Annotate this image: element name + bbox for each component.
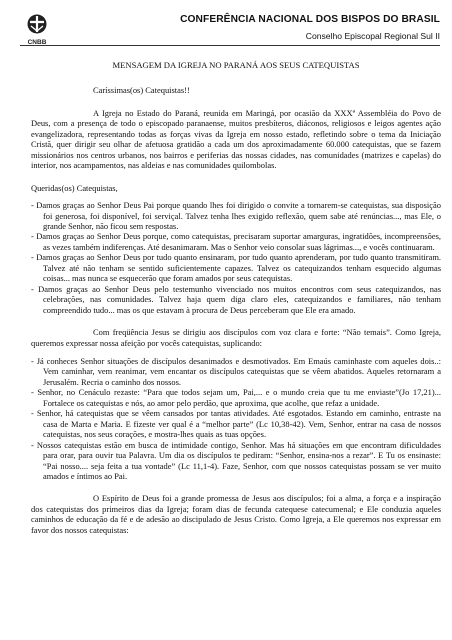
thanks-item: - Damos graças ao Senhor Deus Pai porque quando lhes foi dirigido o convite a tornarem-se catequistas, sua disposição foi generosa, foi disponível, foi serviçal. Talvez tenha lhes exigido reflexão, quem sabe até renúncias..., mas Ele, o grande Senhor, não ficou sem respostas. xyxy=(31,200,441,231)
supplication-item: - Nossos catequistas estão em busca de intimidade contigo, Senhor. Mas há situações em que encontram dificuldades para orar, para ouvir tua Palavra. Um dia os discípulos te pediram: “Senhor, ensina-nos a rezar”. E Tu os ensinaste: “Pai nosso.... seja feita a tua vontade” (Lc 11,1-4). Faze, Senhor, com que nossos catequistas possam se ver muito amados e íntimos ao Pai. xyxy=(31,439,441,481)
thanks-item: - Damos graças ao Senhor Deus porque, como catequistas, precisaram suportar amarguras, ingratidões, incompreensões, as vezes também indiferenças. Até desanimaram. Mas o Senhor veio consolar suas lágrimas..., e vocês continuaram. xyxy=(31,231,441,252)
header-title: CONFERÊNCIA NACIONAL DOS BISPOS DO BRASIL xyxy=(180,14,440,25)
supplications-list xyxy=(31,356,441,481)
cnbb-logo xyxy=(22,13,52,47)
header-divider xyxy=(20,45,440,46)
supplication-item: - Senhor, no Cenáculo rezaste: “Para que todos sejam um, Pai,... e o mundo creia que tu me enviaste”(Jo 17,21)... Fortalece os catequistas e nós, ao amor pelo perdão, que aproxima, que acolhe, que refaz a unidade. xyxy=(31,387,441,408)
transition-paragraph: Com freqüência Jesus se dirigiu aos discípulos com voz clara e forte: “Não temais”. Como Igreja, queremos expressar nossa afeição por vocês catequistas, suplicando: xyxy=(31,327,441,348)
address-line: Queridas(os) Catequistas, xyxy=(31,182,118,193)
thanks-item: - Damos graças ao Senhor Deus pelo testemunho vivenciado nos muitos encontros com seus catequizandos, nas celebrações, nas comunidades. Talvez haja quem diga claro eles, catequizandos e familiares, não tenham compreendido tudo... mas os que estavam à procura de Deus perceberam que Ele era amado. xyxy=(31,283,441,315)
salutation: Caríssimas(os) Catequistas!! xyxy=(93,85,190,96)
supplication-item: - Senhor, há catequistas que se vêem cansados por tantas atividades. Até esgotados. Estando em caminho, entraste na casa de Marta e Maria. E fizeste ver qual é a “melhor parte” (Lc 10,38-42). Vem, Senhor, entrar na casa de nossos catequistas, nos seus corações, e mostra-lhes quais as tuas opções. xyxy=(31,408,441,440)
thanks-item: - Damos graças ao Senhor Deus por tudo quanto ensinaram, por tudo quanto aprenderam, por tudo quanto transmitiram. Talvez até não tenham se sentido suficientemente capazes. Talvez os catequizandos tenham esquecido algumas coisas... mas nunca se esquecerão que foram amados por seus catequistas. xyxy=(31,252,441,284)
thanks-list xyxy=(31,200,441,315)
closing-paragraph: O Espírito de Deus foi a grande promessa de Jesus aos discípulos; foi a alma, a força e a inspiração dos catequistas dos primeiros dias da Igreja; foram dias de fecunda catequese catecumenal; e Ele conduzia aqueles caminhos de educação da fé e de adesão ao discipulado de Jesus Cristo. Como Igreja, a Ele queremos nos expressar em favor dos nossos catequistas: xyxy=(31,493,441,535)
supplication-item: - Já conheces Senhor situações de discípulos desanimados e desmotivados. Em Emaús caminhaste com aqueles dois..: Vem caminhar, vem reanimar, vem encantar os discípulos catequistas que se vêem abatidos. Aqueles retornaram a Jerusalém. Recria o caminho dos nossos. xyxy=(31,355,441,387)
header-subtitle: Conselho Episcopal Regional Sul II xyxy=(305,31,440,41)
intro-paragraph: A Igreja no Estado do Paraná, reunida em Maringá, por ocasião da XXXª Assembléia do Povo de Deus, com a presença de todo o episcopado paranaense, muitos presbíteros, diáconos, religiosos e leigos agentes ação evangelizadora, representando todas as forças vivas da Igreja em nosso estado, refletindo sobre o tema da Iniciação Cristã, quer dirigir seu olhar de afetuosa gratidão a cada um dos aproximadamente 60.000 catequistas, que se fazem missionários nos centros urbanos, nos bairros e periferias das nossas cidades, nas comunidades (matrizes e capelas) do interior, nos acampamentos, nas aldeias e nas comunidades quilombolas. xyxy=(31,107,441,171)
letter-body xyxy=(31,60,441,535)
logo-text: CNBB xyxy=(27,39,47,46)
document-title: MENSAGEM DA IGREJA NO PARANÁ AOS SEUS CATEQUISTAS xyxy=(112,60,360,70)
